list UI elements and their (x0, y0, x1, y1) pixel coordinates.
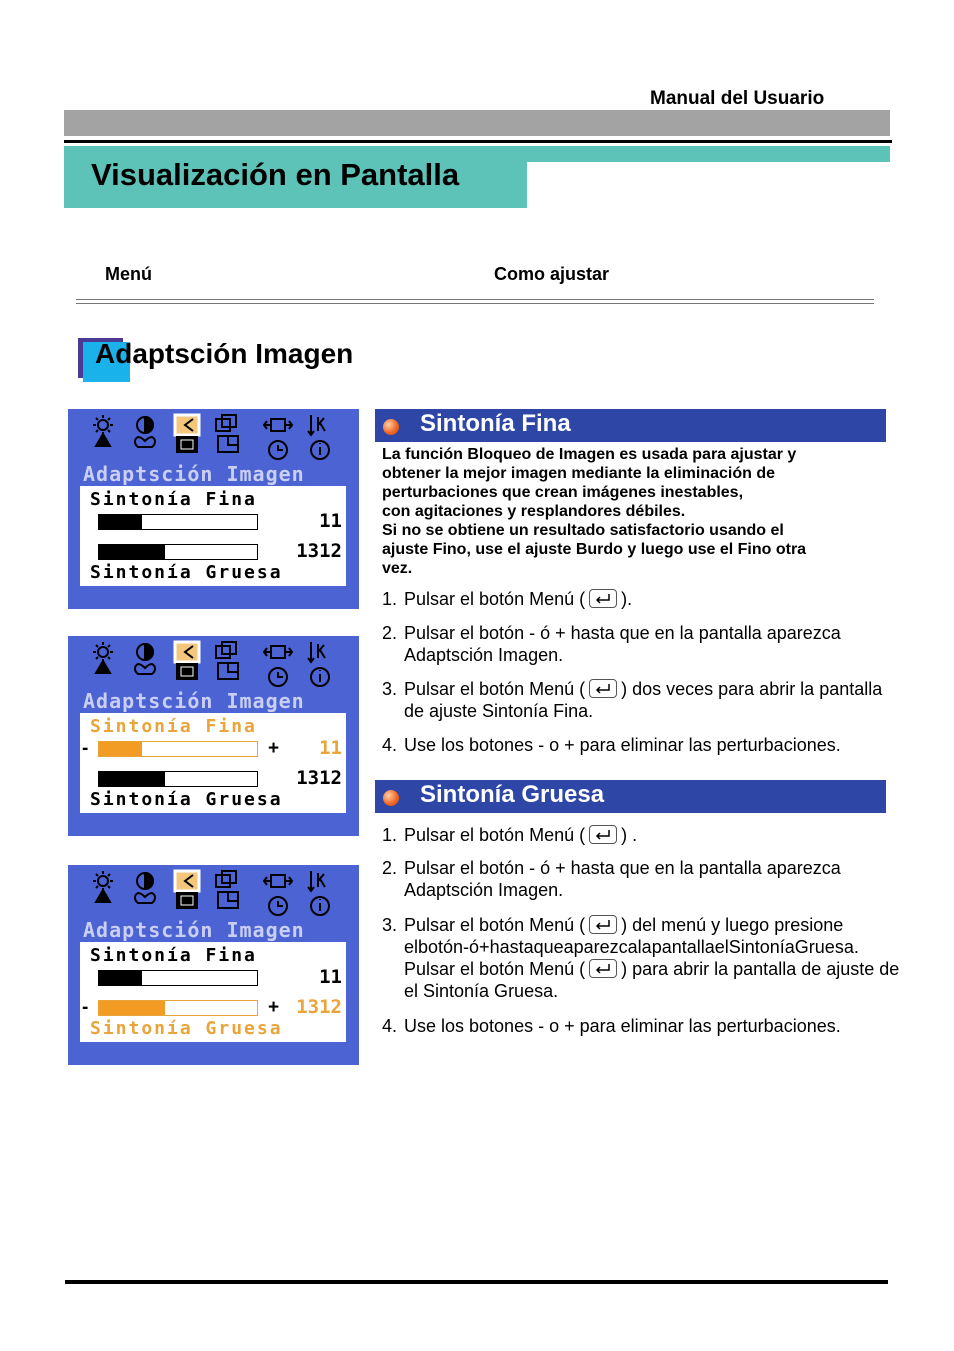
osd-coarse-bar (98, 544, 258, 560)
coarse-section-title: Sintonía Gruesa (420, 781, 605, 808)
step-number: 2. (382, 623, 398, 643)
fine-section-title: Sintonía Fina (420, 410, 571, 437)
osd-fine-value: 11 (319, 737, 342, 759)
osd-fine-bar-fill (99, 742, 142, 756)
step-text: Pulsar el botón - ó + hasta que en la pantalla aparezca Adaptsción Imagen. (404, 858, 841, 900)
section-title: Visualización en Pantalla (91, 157, 460, 192)
osd-icon-grid (68, 865, 359, 925)
osd-minus: - (82, 738, 89, 759)
subsection-title: Adaptsción Imagen (95, 338, 354, 369)
enter-key-icon (589, 589, 617, 608)
osd-screen-fine (68, 636, 359, 836)
osd-fine-label: Sintonía Fina (90, 716, 257, 737)
column-header-menu: Menú (105, 264, 152, 284)
osd-coarse-bar (98, 1000, 258, 1016)
osd-coarse-bar-fill (99, 772, 165, 786)
header-divider (64, 140, 892, 143)
footer-rule (65, 1280, 888, 1284)
timer-icon (269, 897, 287, 915)
osd-icon-grid (68, 636, 359, 696)
osd-coarse-value: 1312 (296, 996, 342, 1018)
section-banner-curve (527, 162, 607, 208)
enter-key-icon (589, 679, 617, 698)
language-icon (308, 415, 325, 435)
step-number: 4. (382, 1016, 398, 1036)
timer-icon (269, 441, 287, 459)
osd-coarse-label: Sintonía Gruesa (90, 789, 283, 810)
language-icon (308, 642, 325, 662)
osd-coarse-label: Sintonía Gruesa (90, 562, 283, 583)
description-line: Si no se obtiene un resultado satisfactorio usando el (382, 522, 784, 539)
step-number: 2. (382, 858, 398, 878)
osd-plus: + (268, 738, 280, 759)
language-icon (308, 871, 325, 891)
column-header-how: Como ajustar (494, 264, 610, 284)
osd-plus: + (268, 997, 280, 1018)
description-line: ajuste Fino, use el ajuste Burdo y luego use el Fino otra (382, 541, 807, 558)
osd-icon-grid (68, 409, 359, 469)
brightness-icon (93, 415, 113, 435)
table-rule (76, 299, 874, 300)
image-adjust-icon (175, 871, 199, 891)
osd-title: Adaptsción Imagen (83, 689, 305, 713)
osd-fine-value: 11 (319, 510, 342, 532)
step-text: Use los botones - o + para eliminar las perturbaciones. (404, 1016, 841, 1036)
image-adjust-icon (175, 642, 199, 662)
step-number: 3. (382, 915, 398, 935)
fine-step-1 (382, 588, 902, 610)
degauss-icon (177, 893, 197, 908)
contrast-icon (137, 417, 153, 433)
size-icon (264, 875, 292, 887)
fine-step-2 (382, 622, 902, 666)
position-icon (216, 415, 236, 431)
step-text: Pulsar el botón - ó + hasta que en la pantalla aparezca Adaptsción Imagen. (404, 623, 841, 665)
info-icon (311, 897, 329, 915)
osd-minus: - (82, 997, 89, 1018)
osd-screen-default (68, 409, 359, 609)
osd-panel (80, 486, 346, 586)
degauss-icon (177, 664, 197, 679)
osd-fine-bar (98, 741, 258, 757)
description-line: vez. (382, 560, 413, 577)
step-number: 1. (382, 589, 398, 609)
info-icon (311, 441, 329, 459)
coarse-step-2 (382, 857, 902, 901)
bullet-ball-icon (383, 419, 399, 435)
recall-icon (96, 890, 110, 902)
coarse-step-3 (382, 914, 902, 1002)
step-text: ) para abrir la pantalla de ajuste de el Sintonía Gruesa. (404, 959, 900, 1001)
table-rule (76, 303, 874, 304)
osd-coarse-bar-fill (99, 545, 165, 559)
step-number: 1. (382, 825, 398, 845)
osd-panel (80, 942, 346, 1042)
pip-icon (218, 436, 238, 452)
pip-icon (218, 892, 238, 908)
osd-coarse-bar-fill (99, 1001, 165, 1015)
recall-icon (96, 661, 110, 673)
bullet-ball-icon (383, 790, 399, 806)
fine-description (382, 445, 806, 578)
enter-key-icon (589, 825, 617, 844)
osd-fine-bar (98, 970, 258, 986)
image-adjust-icon (175, 415, 199, 435)
step-text: Pulsar el botón Menú ( (404, 915, 586, 935)
osd-fine-value: 11 (319, 966, 342, 988)
coarse-step-4 (382, 1015, 902, 1037)
description-line: perturbaciones que crean imágenes inestables, (382, 484, 744, 501)
contrast-icon (137, 873, 153, 889)
contrast-icon (137, 644, 153, 660)
enter-key-icon (589, 959, 617, 978)
fine-section-bar (375, 409, 886, 442)
step-text: Pulsar el botón Menú ( (404, 589, 586, 609)
osd-fine-bar-fill (99, 971, 142, 985)
size-icon (264, 646, 292, 658)
step-text: Use los botones - o + para eliminar las perturbaciones. (404, 735, 841, 755)
osd-fine-label: Sintonía Fina (90, 945, 257, 966)
position-icon (216, 871, 236, 887)
header-gray-bar (64, 110, 890, 136)
fine-step-3 (382, 678, 902, 722)
description-line: obtener la mejor imagen mediante la eliminación de (382, 465, 775, 482)
color-icon (135, 664, 155, 674)
osd-panel (80, 713, 346, 813)
osd-fine-bar (98, 514, 258, 530)
brightness-icon (93, 642, 113, 662)
step-number: 3. (382, 679, 398, 699)
position-icon (216, 642, 236, 658)
recall-icon (96, 434, 110, 446)
size-icon (264, 419, 292, 431)
step-text: Pulsar el botón Menú ( (404, 679, 586, 699)
color-icon (135, 437, 155, 447)
osd-coarse-bar (98, 771, 258, 787)
enter-key-icon (589, 915, 617, 934)
step-text: Pulsar el botón Menú ( (404, 959, 586, 979)
osd-title: Adaptsción Imagen (83, 462, 305, 486)
step-text: ). (621, 589, 633, 609)
degauss-icon (177, 437, 197, 452)
description-line: La función Bloqueo de Imagen es usada para ajustar y (382, 446, 797, 463)
osd-coarse-value: 1312 (296, 540, 342, 562)
manual-header-label: Manual del Usuario (650, 88, 825, 109)
step-text: Pulsar el botón Menú ( (404, 825, 586, 845)
step-text: ) . (621, 825, 638, 845)
osd-fine-label: Sintonía Fina (90, 489, 257, 510)
osd-fine-bar-fill (99, 515, 142, 529)
coarse-section-bar (375, 780, 886, 813)
color-icon (135, 893, 155, 903)
osd-screen-coarse (68, 865, 359, 1065)
step-number: 4. (382, 735, 398, 755)
fine-step-4 (382, 734, 902, 756)
step-text: elbotón-ó+hastaqueaparezcalapantallaelSintoníaGruesa. (404, 937, 859, 957)
coarse-step-1 (382, 824, 902, 846)
step-text: ) dos veces para abrir la pantalla de ajuste Sintonía Fina. (404, 679, 883, 721)
step-text: ) del menú y luego presione (621, 915, 844, 935)
description-line: con agitaciones y resplandores débiles. (382, 503, 686, 520)
info-icon (311, 668, 329, 686)
pip-icon (218, 663, 238, 679)
timer-icon (269, 668, 287, 686)
brightness-icon (93, 871, 113, 891)
osd-coarse-label: Sintonía Gruesa (90, 1018, 283, 1039)
osd-coarse-value: 1312 (296, 767, 342, 789)
osd-title: Adaptsción Imagen (83, 918, 305, 942)
